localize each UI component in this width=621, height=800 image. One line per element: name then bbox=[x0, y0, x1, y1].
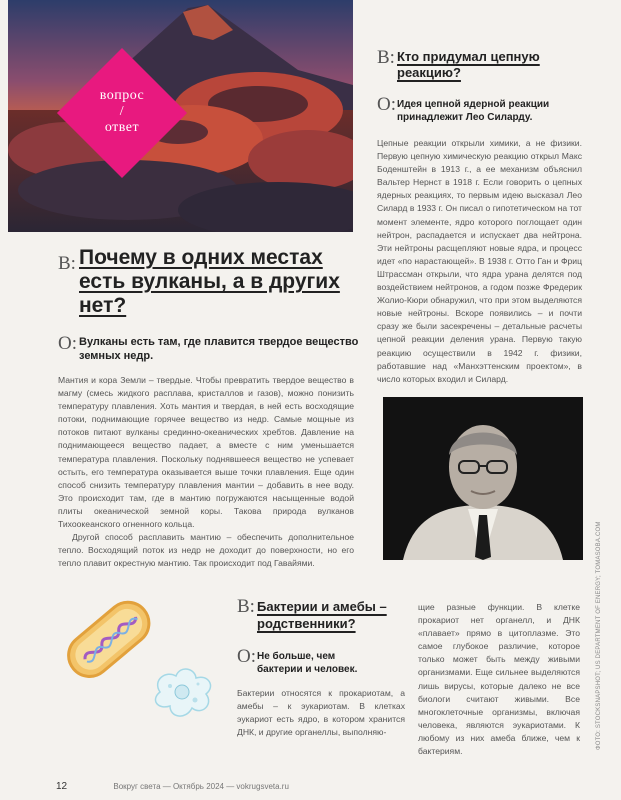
qa-badge bbox=[57, 48, 187, 178]
chain-question: Кто придумал цепную реакцию? bbox=[397, 49, 540, 80]
page-number: 12 bbox=[56, 781, 68, 792]
bacteria-paragraph-1: Бактерии относятся к прокариотам, а амебы – к эукариотам. В клетках эукариот есть ядро, в котором хранится ДНК, и другие органеллы, выполняю- bbox=[237, 688, 405, 738]
answer-marker: О: bbox=[377, 94, 396, 115]
badge-text bbox=[57, 88, 187, 136]
page-footer bbox=[56, 781, 289, 792]
chain-body bbox=[377, 137, 582, 386]
footer-text: Вокруг света — Октябрь 2024 — vokrugsveta.ru bbox=[113, 782, 289, 791]
badge-line-2: / bbox=[119, 104, 125, 119]
bacteria-paragraph-2: щие разные функции. В клетке прокариот нет органелл, и ДНК «плавает» прямо в цитоплазме. Это самое глубокое различие, которое только может быть между живыми организмами. Еще сильнее выделяются лишь вирусы, которые далеко не все биологи считают живыми. Все многоклеточные организмы, включая человека, являются эукариотами. К любому из них амеба ближе, чем к бактериям. bbox=[418, 602, 580, 757]
bacteria-answer: Не больше, чем бактерии и человек. bbox=[257, 651, 358, 675]
photo-credit-text: ФОТО: STOCKSNAPSHOT; US DEPARTMENT OF ENERGY; TOMASOBA.COM bbox=[596, 521, 602, 750]
badge-line-3: ответ bbox=[104, 120, 140, 135]
photo-credit bbox=[596, 521, 606, 750]
question-marker: В: bbox=[237, 596, 255, 617]
question-marker: В: bbox=[58, 253, 76, 274]
volcano-paragraph-2: Другой способ расплавить мантию – обеспечить дополнительное тепло. Восходящий поток из недр не доходит до поверхности, но его тепло плавит окрестную мантию. Так происходит под Гавайями. bbox=[58, 532, 354, 569]
bacteria-question: Бактерии и амебы – родственники? bbox=[257, 599, 387, 631]
szilard-portrait bbox=[383, 397, 583, 560]
chain-paragraph: Цепные реакции открыли химики, а не физики. Первую цепную химическую реакцию открыл Макс Боденштейн в 1913 г., а ее механизм объяснил Вальтер Нернст в 1918 г. Если говорить о цепных ядерных реакциях, то первым идею высказал Лео Силард в 1933 г. Он писал о гипотетическом на тот момент элементе, ядро которого поглощает один нейтрон, распадается и испускает два нейтрона. Эти нейтроны расщепляют новые ядра, и процесс идет «по нарастающей». В 1938 г. Отто Ган и Фриц Штрассман открыли, что ядра урана делятся под воздействием нейтронов, а годом позже Фредерик Жолио-Кюри обнаружил, что при этом выделяются новые нейтроны. Вскоре появились – и почти сразу же были засекречены – детальные расчеты цепной реакции деления урана. Первую такую реакцию осуществили в 1942 г. физики, работавшие над «Манхэттенским проектом», в число которых входил и Силард. bbox=[377, 138, 582, 384]
bacteria-body-col1 bbox=[237, 687, 405, 739]
volcano-body bbox=[58, 374, 354, 570]
answer-marker: О: bbox=[237, 646, 256, 667]
answer-marker: О: bbox=[58, 333, 77, 354]
volcano-answer: Вулканы есть там, где плавится твердое вещество земных недр. bbox=[79, 336, 359, 362]
volcano-question: Почему в одних местах есть вулканы, а в других нет? bbox=[79, 246, 340, 317]
volcano-paragraph-1: Мантия и кора Земли – твердые. Чтобы превратить твердое вещество в магму (смесь жидкого расплава, кристаллов и газов), можно понизить температуру плавления. Хоть мантия и твердая, в ней есть восходящие потоки, поднимающие горячее вещество из недр. Самые мощные из потоков питают вулканы срединно-океанических хребтов. Давление на поднимающееся вещество падает, а вместе с ним уменьшается температура плавления. Поскольку поднявшееся вещество не успевает остыть, его температура оказывается выше точки плавления. Еще один способ снизить температуру плавления мантии – добавить в нее воду. Это происходит там, где в мантию погружаются насыщенные водой плиты океанической земной коры. Такова природа вулканов Тихоокеанского огненного кольца. bbox=[58, 375, 354, 530]
amoeba-illustration bbox=[140, 660, 225, 725]
badge-line-1: вопрос bbox=[99, 88, 145, 103]
chain-answer: Идея цепной ядерной реакции принадлежит Лео Силарду. bbox=[397, 99, 550, 123]
bacteria-body-col2 bbox=[418, 601, 580, 758]
question-marker: В: bbox=[377, 47, 395, 68]
